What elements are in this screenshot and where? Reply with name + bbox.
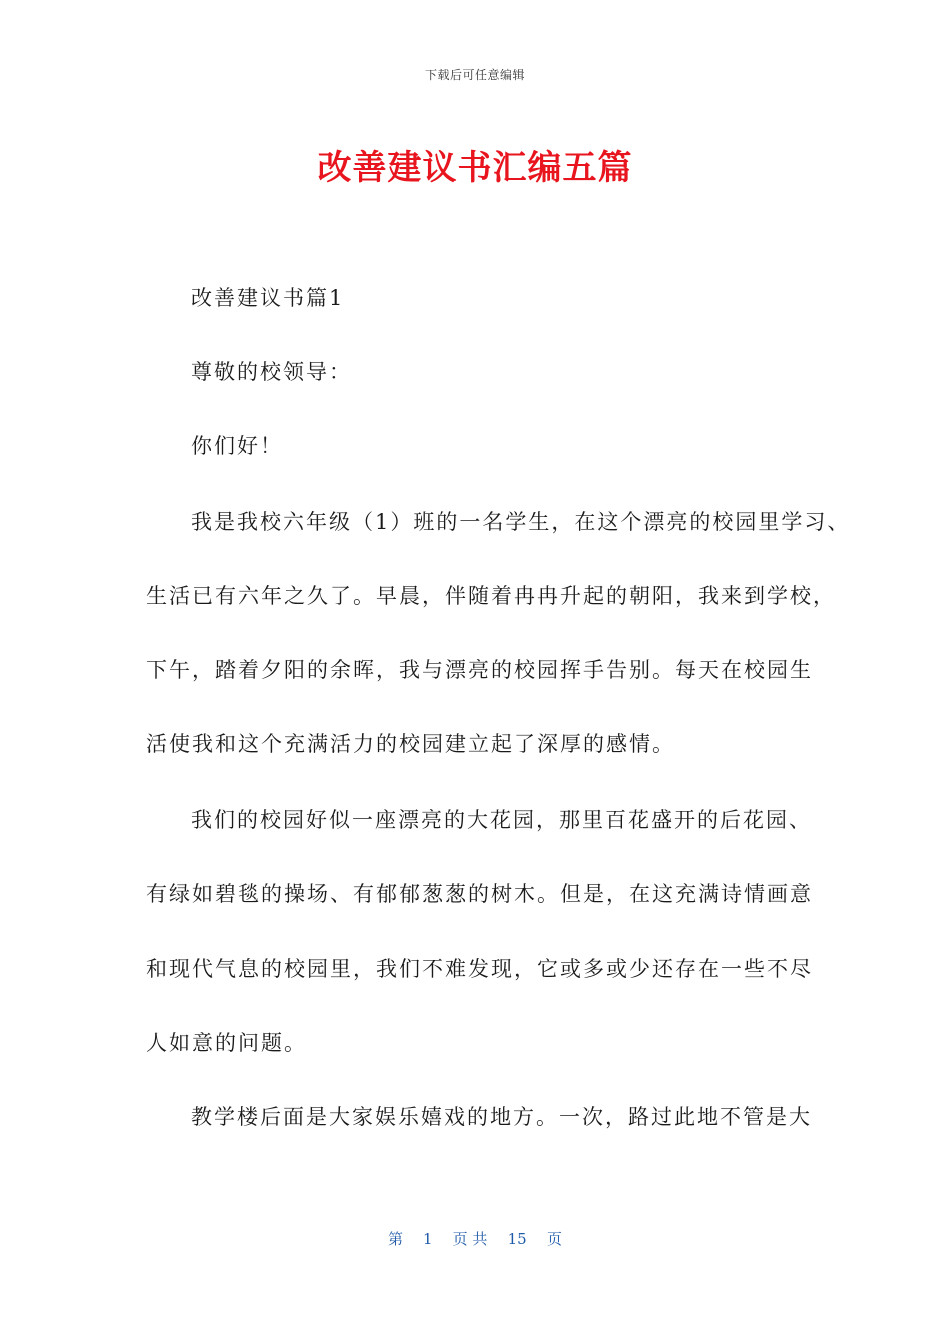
paragraph-line: 和现代气息的校园里，我们不难发现，它或多或少还存在一些不尽 <box>146 957 813 981</box>
section-heading: 改善建议书篇1 <box>191 286 345 310</box>
page-label-post: 页 <box>546 1230 562 1248</box>
paragraph-line: 活使我和这个充满活力的校园建立起了深厚的感情。 <box>146 732 675 756</box>
paragraph-line: 人如意的问题。 <box>146 1031 307 1055</box>
document-title: 改善建议书汇编五篇 <box>317 148 633 188</box>
page-footer <box>0 1228 950 1249</box>
paragraph-line: 我是我校六年级（1）班的一名学生，在这个漂亮的校园里学习、 <box>191 510 851 534</box>
greeting: 你们好！ <box>191 434 283 458</box>
paragraph-line: 有绿如碧毯的操场、有郁郁葱葱的树木。但是，在这充满诗情画意 <box>146 882 813 906</box>
page-current: 1 <box>423 1230 433 1248</box>
paragraph-line: 我们的校园好似一座漂亮的大花园，那里百花盛开的后花园、 <box>191 808 812 832</box>
paragraph-line: 下午，踏着夕阳的余晖，我与漂亮的校园挥手告别。每天在校园生 <box>146 658 813 682</box>
page-label-pre: 第 <box>388 1230 404 1248</box>
header-note: 下载后可任意编辑 <box>424 68 525 82</box>
salutation: 尊敬的校领导： <box>191 360 352 384</box>
page-total: 15 <box>507 1230 527 1248</box>
paragraph-line: 教学楼后面是大家娱乐嬉戏的地方。一次，路过此地不管是大 <box>191 1105 812 1129</box>
page-label-mid: 页 共 <box>452 1230 488 1248</box>
paragraph-line: 生活已有六年之久了。早晨，伴随着冉冉升起的朝阳，我来到学校， <box>146 584 836 608</box>
